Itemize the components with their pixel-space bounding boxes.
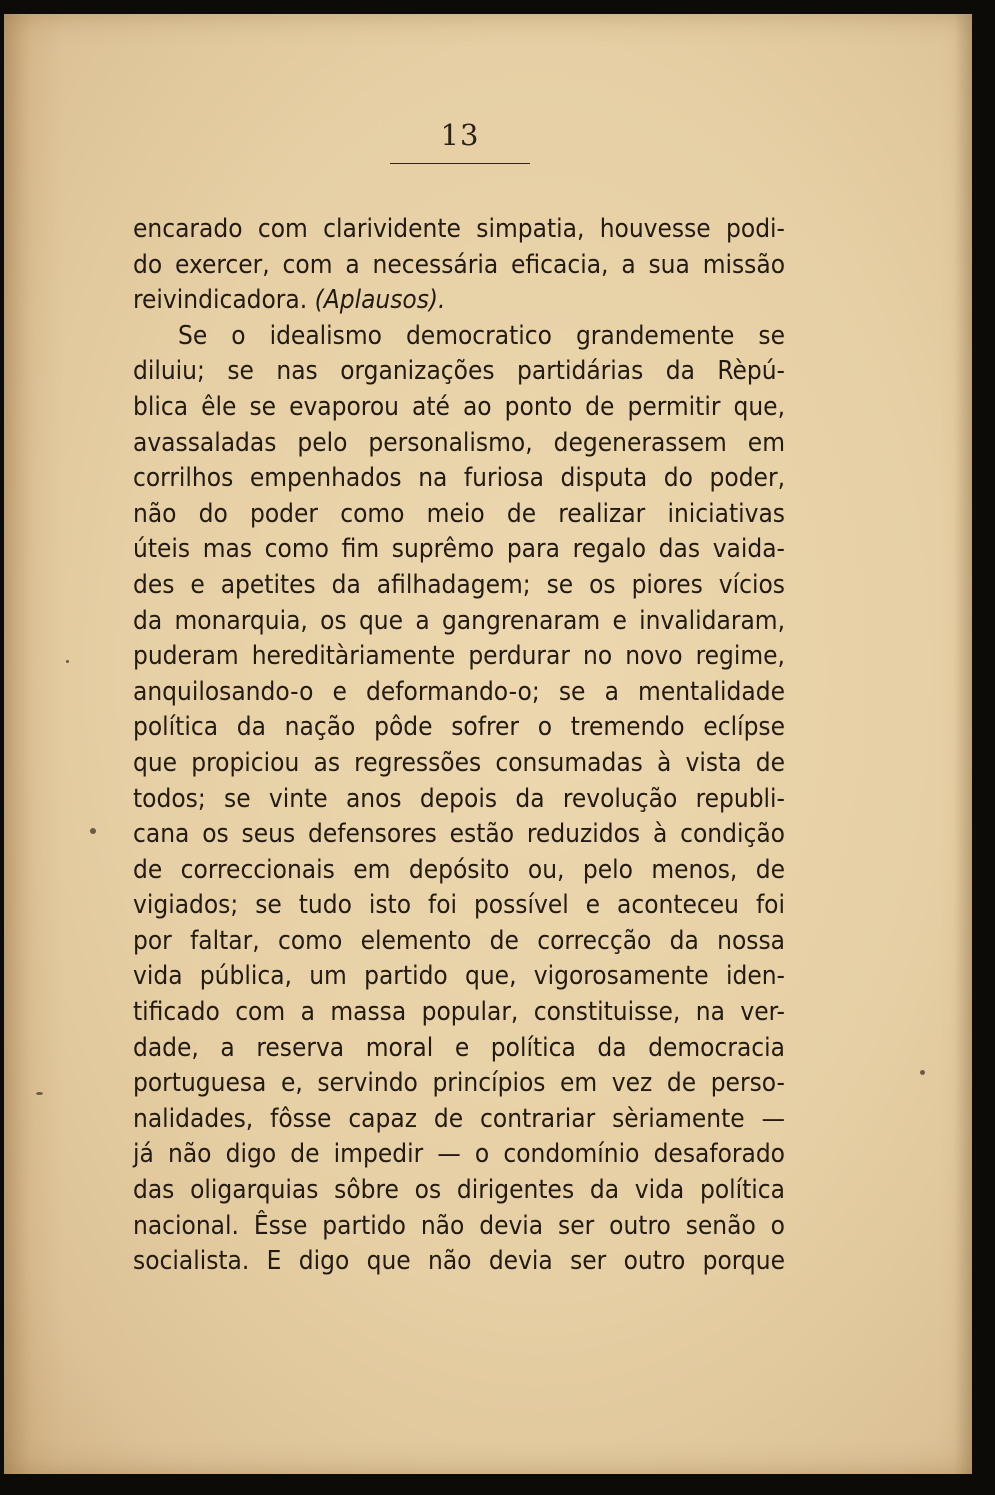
- paper-speck: [90, 828, 96, 834]
- paper-speck: [66, 660, 69, 663]
- text-line: encarado com clarividente simpatia, houvesse podi-: [133, 214, 785, 244]
- text-line: portuguesa e, servindo princípios em vez de perso-: [133, 1068, 785, 1099]
- text-line: nalidades, fôsse capaz de contrariar sèriamente —: [133, 1103, 785, 1134]
- text-line: socialista. E digo que não devia ser outro porque: [133, 1246, 785, 1277]
- text-line: da monarquia, os que a gangrenaram e invalidaram,: [133, 605, 785, 636]
- text-line: avassaladas pelo personalismo, degenerassem em: [133, 427, 785, 458]
- body-text: [133, 212, 785, 1280]
- text-line: des e apetites da afilhadagem; se os piores vícios: [133, 569, 785, 600]
- text-line: vida pública, um partido que, vigorosamente iden-: [133, 961, 785, 992]
- page-gutter-shadow: [4, 14, 64, 1474]
- text-line: corrilhos empenhados na furiosa disputa do poder,: [133, 463, 785, 494]
- text-line: puderam hereditàriamente perdurar no novo regime,: [133, 641, 785, 672]
- page-number-rule: [390, 163, 530, 164]
- text-line: não do poder como meio de realizar iniciativas: [133, 498, 785, 529]
- paper-speck: [920, 1070, 925, 1075]
- text-line: das oligarquias sôbre os dirigentes da vida política: [133, 1175, 785, 1206]
- text-line: já não digo de impedir — o condomínio desaforado: [133, 1139, 785, 1170]
- text-line: diluiu; se nas organizações partidárias da Rèpú-: [133, 356, 785, 387]
- page-edge-shadow: [954, 14, 972, 1474]
- text-line: cana os seus defensores estão reduzidos à condição: [133, 819, 785, 850]
- text-line: anquilosando-o e deformando-o; se a mentalidade: [133, 676, 785, 707]
- text-line: úteis mas como fim suprêmo para regalo das vaida-: [133, 534, 785, 565]
- text-line: todos; se vinte anos depois da revolução republi-: [133, 783, 785, 814]
- paper-speck: [36, 1092, 43, 1095]
- text-line: do exercer, com a necessária eficacia, a sua missão: [133, 249, 785, 280]
- text-line: de correccionais em depósito ou, pelo menos, de: [133, 854, 785, 885]
- text-line: vigiados; se tudo isto foi possível e aconteceu foi: [133, 890, 785, 921]
- text-line: política da nação pôde sofrer o tremendo eclípse: [133, 712, 785, 743]
- page-number: 13: [440, 118, 480, 152]
- text-line: nacional. Êsse partido não devia ser outro senão o: [133, 1210, 785, 1241]
- text-line: por faltar, como elemento de correcção da nossa: [133, 925, 785, 956]
- text-line: blica êle se evaporou até ao ponto de permitir que,: [133, 391, 785, 422]
- text-line: reivindicadora. (Aplausos).: [133, 285, 446, 316]
- text-line: que propiciou as regressões consumadas à vista de: [133, 747, 785, 778]
- text-line: Se o idealismo democratico grandemente se: [178, 320, 785, 351]
- applause-note: (Aplausos).: [314, 285, 446, 316]
- text-line: tificado com a massa popular, constituisse, na ver-: [133, 997, 785, 1028]
- text-line: dade, a reserva moral e política da democracia: [133, 1032, 785, 1063]
